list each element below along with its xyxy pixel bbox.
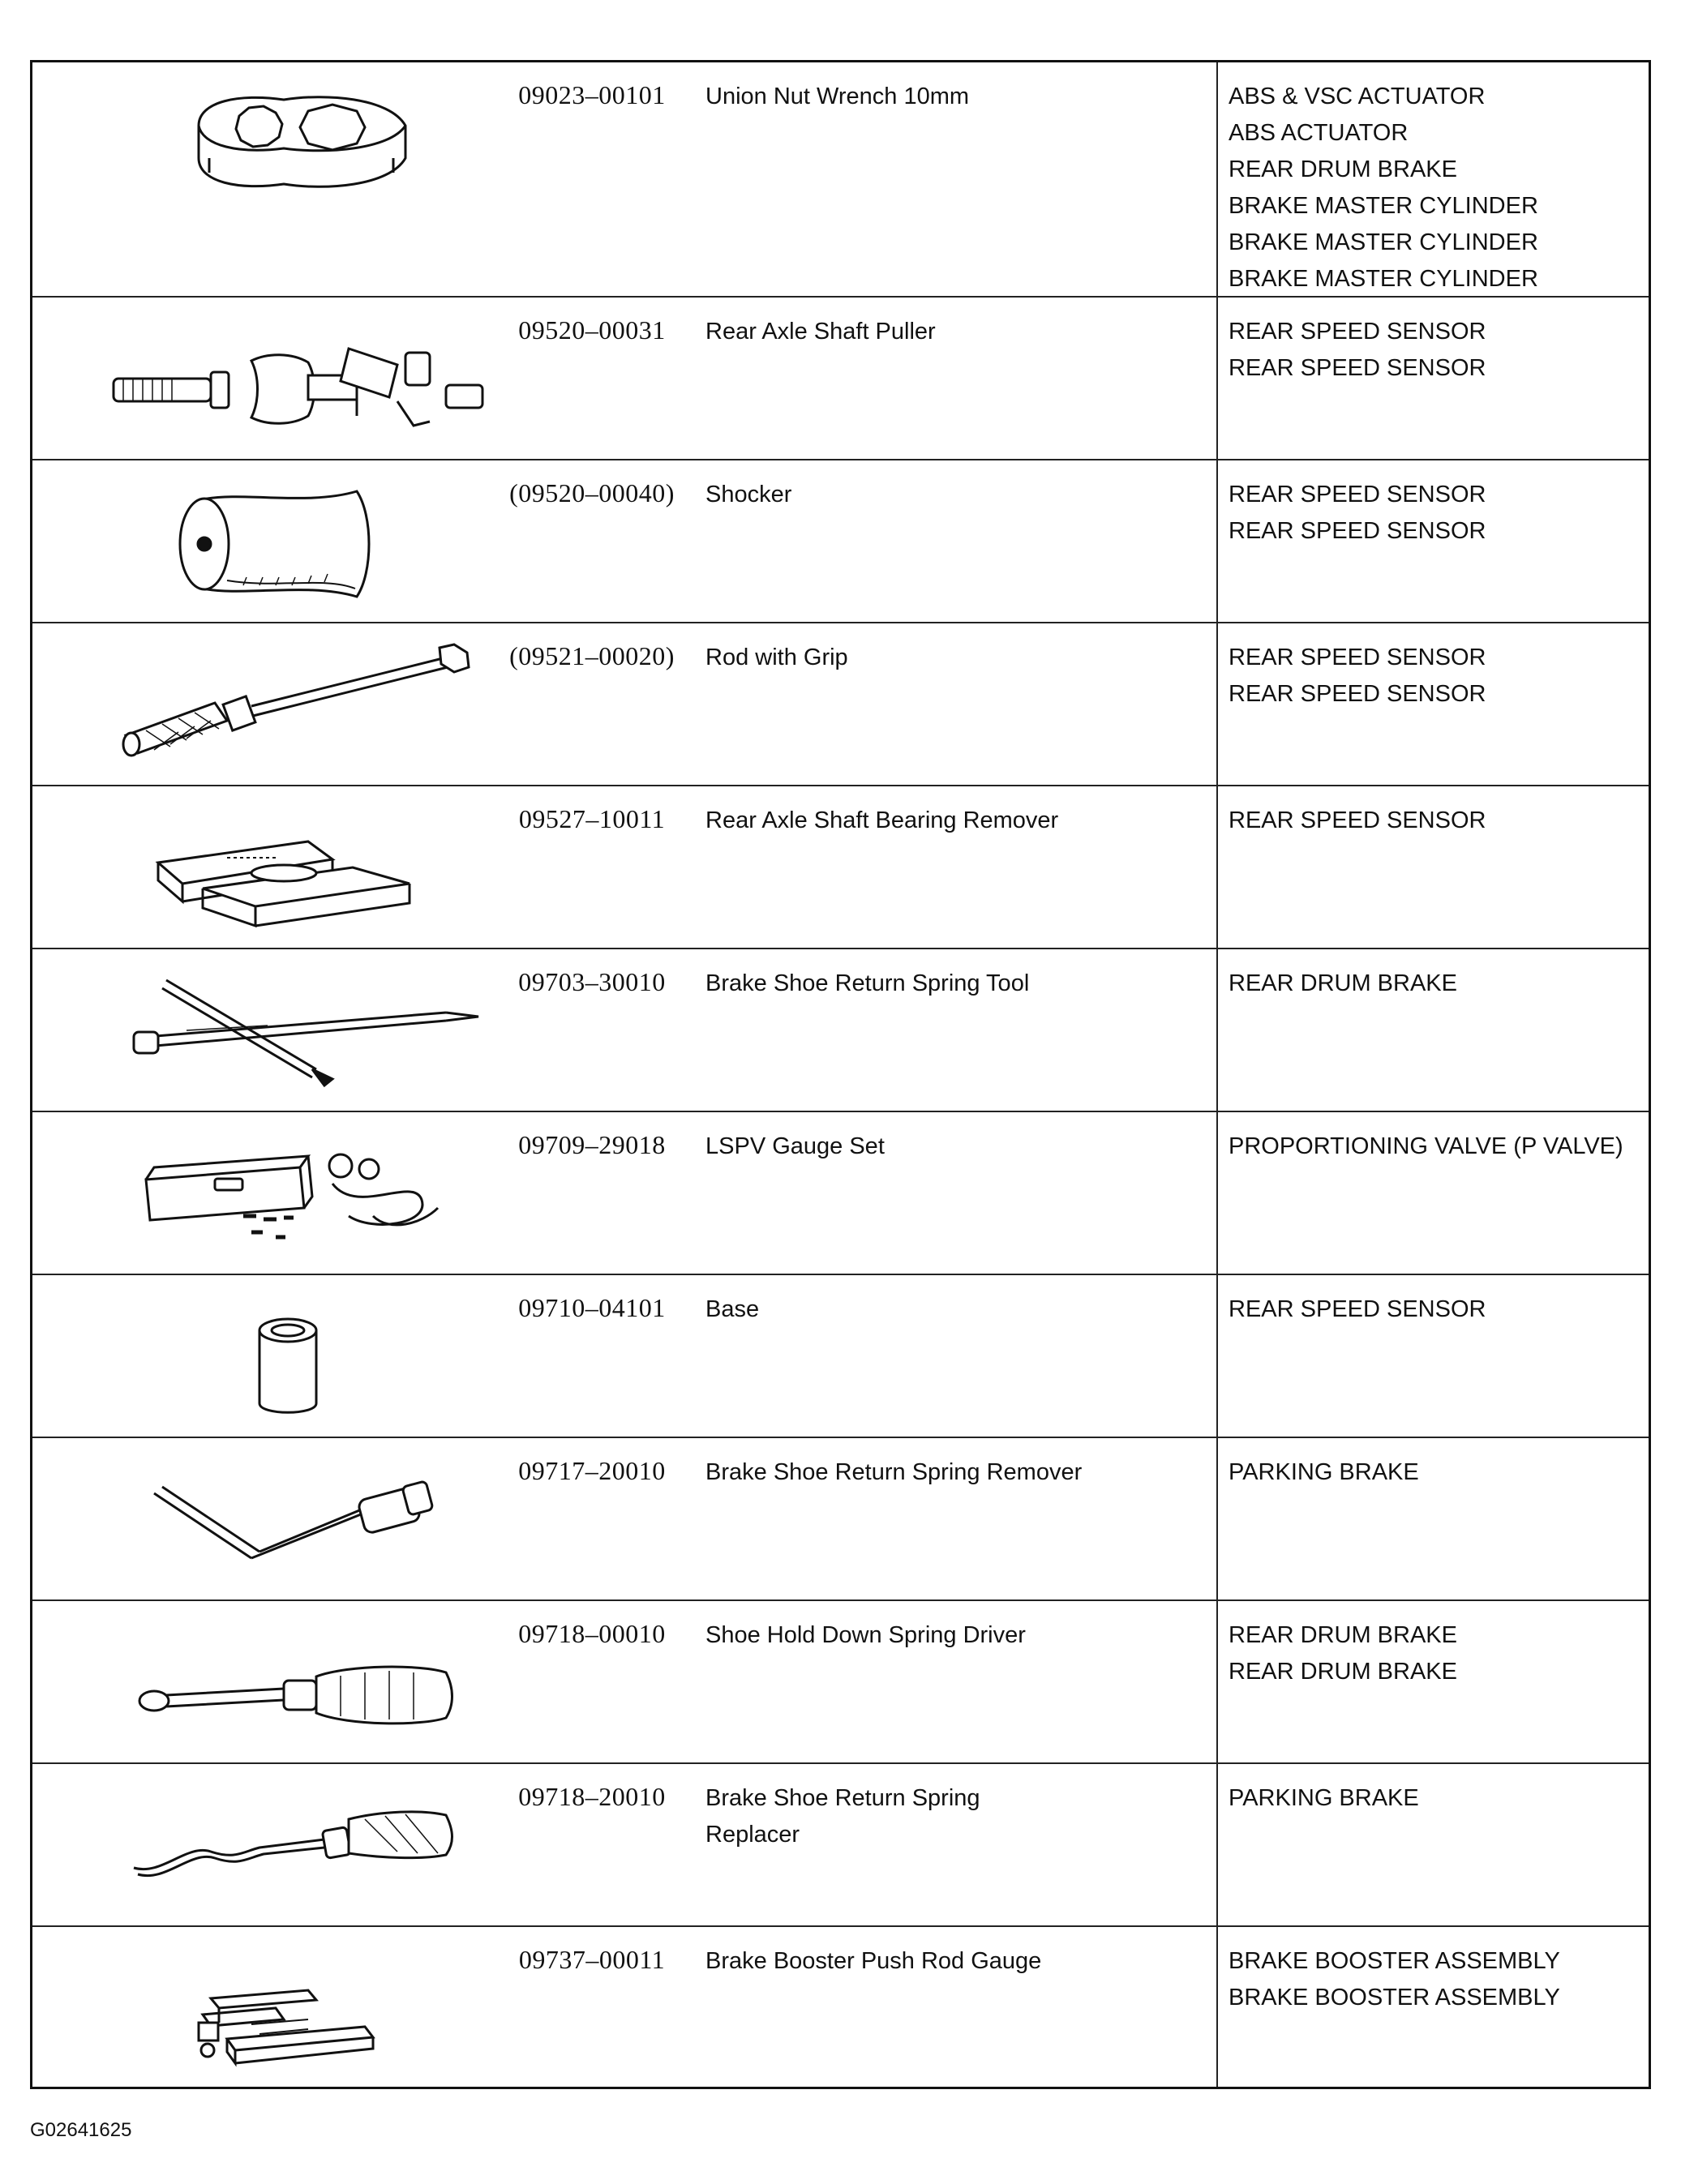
table-row (32, 1438, 1649, 1601)
special-tools-table (30, 60, 1651, 2089)
part-number: 09710–04101 (518, 1293, 666, 1322)
lspv-gauge-set-icon (65, 1119, 487, 1268)
usage-list: REAR SPEED SENSOR (1229, 1296, 1486, 1322)
tool-name: Shoe Hold Down Spring Driver (705, 1622, 1026, 1648)
part-number: 09717–20010 (518, 1456, 666, 1485)
part-number: (09520–00040) (509, 478, 675, 507)
hold-down-spring-driver-icon (65, 1608, 487, 1757)
table-row (32, 786, 1649, 949)
rod-with-grip-icon (65, 630, 487, 779)
usage-list: BRAKE BOOSTER ASSEMBLY BRAKE BOOSTER ASSEMBLY (1229, 1948, 1560, 2011)
bearing-remover-plates-icon (65, 793, 487, 942)
table-row (32, 1764, 1649, 1927)
part-number: 09527–10011 (518, 804, 666, 833)
usage-list: ABS & VSC ACTUATOR ABS ACTUATOR REAR DRUM BRAKE BRAKE MASTER CYLINDER BRAKE MASTER CYLINDER BRAKE MASTER CYLINDER (1229, 84, 1538, 292)
usage-list: REAR SPEED SENSOR REAR SPEED SENSOR (1229, 319, 1486, 381)
usage-list: REAR DRUM BRAKE (1229, 970, 1457, 996)
usage-list: REAR SPEED SENSOR REAR SPEED SENSOR (1229, 644, 1486, 707)
table-row (32, 1275, 1649, 1438)
base-cylinder-icon (65, 1282, 487, 1431)
table-row (32, 1112, 1649, 1275)
tool-name: Brake Shoe Return Spring Remover (705, 1459, 1083, 1485)
table-row (32, 1601, 1649, 1764)
part-number: 09709–29018 (518, 1130, 666, 1159)
part-number: 09718–20010 (518, 1782, 666, 1811)
table-row (32, 298, 1649, 460)
table-row (32, 1927, 1649, 2087)
shocker-icon (65, 467, 487, 616)
tool-name: Shocker (705, 482, 792, 507)
usage-list: REAR SPEED SENSOR (1229, 807, 1486, 833)
part-number: (09521–00020) (509, 641, 675, 670)
tool-name: LSPV Gauge Set (705, 1133, 885, 1159)
table-row (32, 949, 1649, 1112)
union-nut-wrench-icon (65, 69, 487, 218)
usage-list: REAR SPEED SENSOR REAR SPEED SENSOR (1229, 482, 1486, 544)
tool-name: Base (705, 1296, 760, 1322)
tool-name: Rear Axle Shaft Puller (705, 319, 936, 345)
table-row (32, 623, 1649, 786)
figure-id: G02641625 (30, 2119, 132, 2141)
usage-list: REAR DRUM BRAKE REAR DRUM BRAKE (1229, 1622, 1457, 1685)
tool-name: Union Nut Wrench 10mm (705, 84, 970, 109)
part-number: 09718–00010 (518, 1619, 666, 1648)
part-number: 09023–00101 (518, 80, 666, 109)
usage-list: PARKING BRAKE (1229, 1785, 1419, 1811)
part-number: 09703–30010 (518, 967, 666, 996)
table-row (32, 460, 1649, 623)
tool-name: Brake Shoe Return Spring Tool (705, 970, 1030, 996)
table-row (32, 62, 1649, 298)
part-number: 09737–00011 (518, 1945, 666, 1974)
tool-name: Rear Axle Shaft Bearing Remover (705, 807, 1059, 833)
push-rod-gauge-icon (65, 1933, 487, 2083)
return-spring-remover-icon (65, 1445, 487, 1594)
rear-axle-shaft-puller-icon (65, 304, 487, 453)
usage-list: PROPORTIONING VALVE (P VALVE) (1229, 1133, 1623, 1159)
return-spring-tool-icon (65, 956, 487, 1105)
tool-name: Rod with Grip (705, 644, 848, 670)
part-number: 09520–00031 (518, 315, 666, 345)
usage-list: PARKING BRAKE (1229, 1459, 1419, 1485)
tool-name: Brake Shoe Return Spring Replacer (705, 1785, 980, 1848)
tool-name: Brake Booster Push Rod Gauge (705, 1948, 1042, 1974)
return-spring-replacer-icon (65, 1771, 487, 1920)
